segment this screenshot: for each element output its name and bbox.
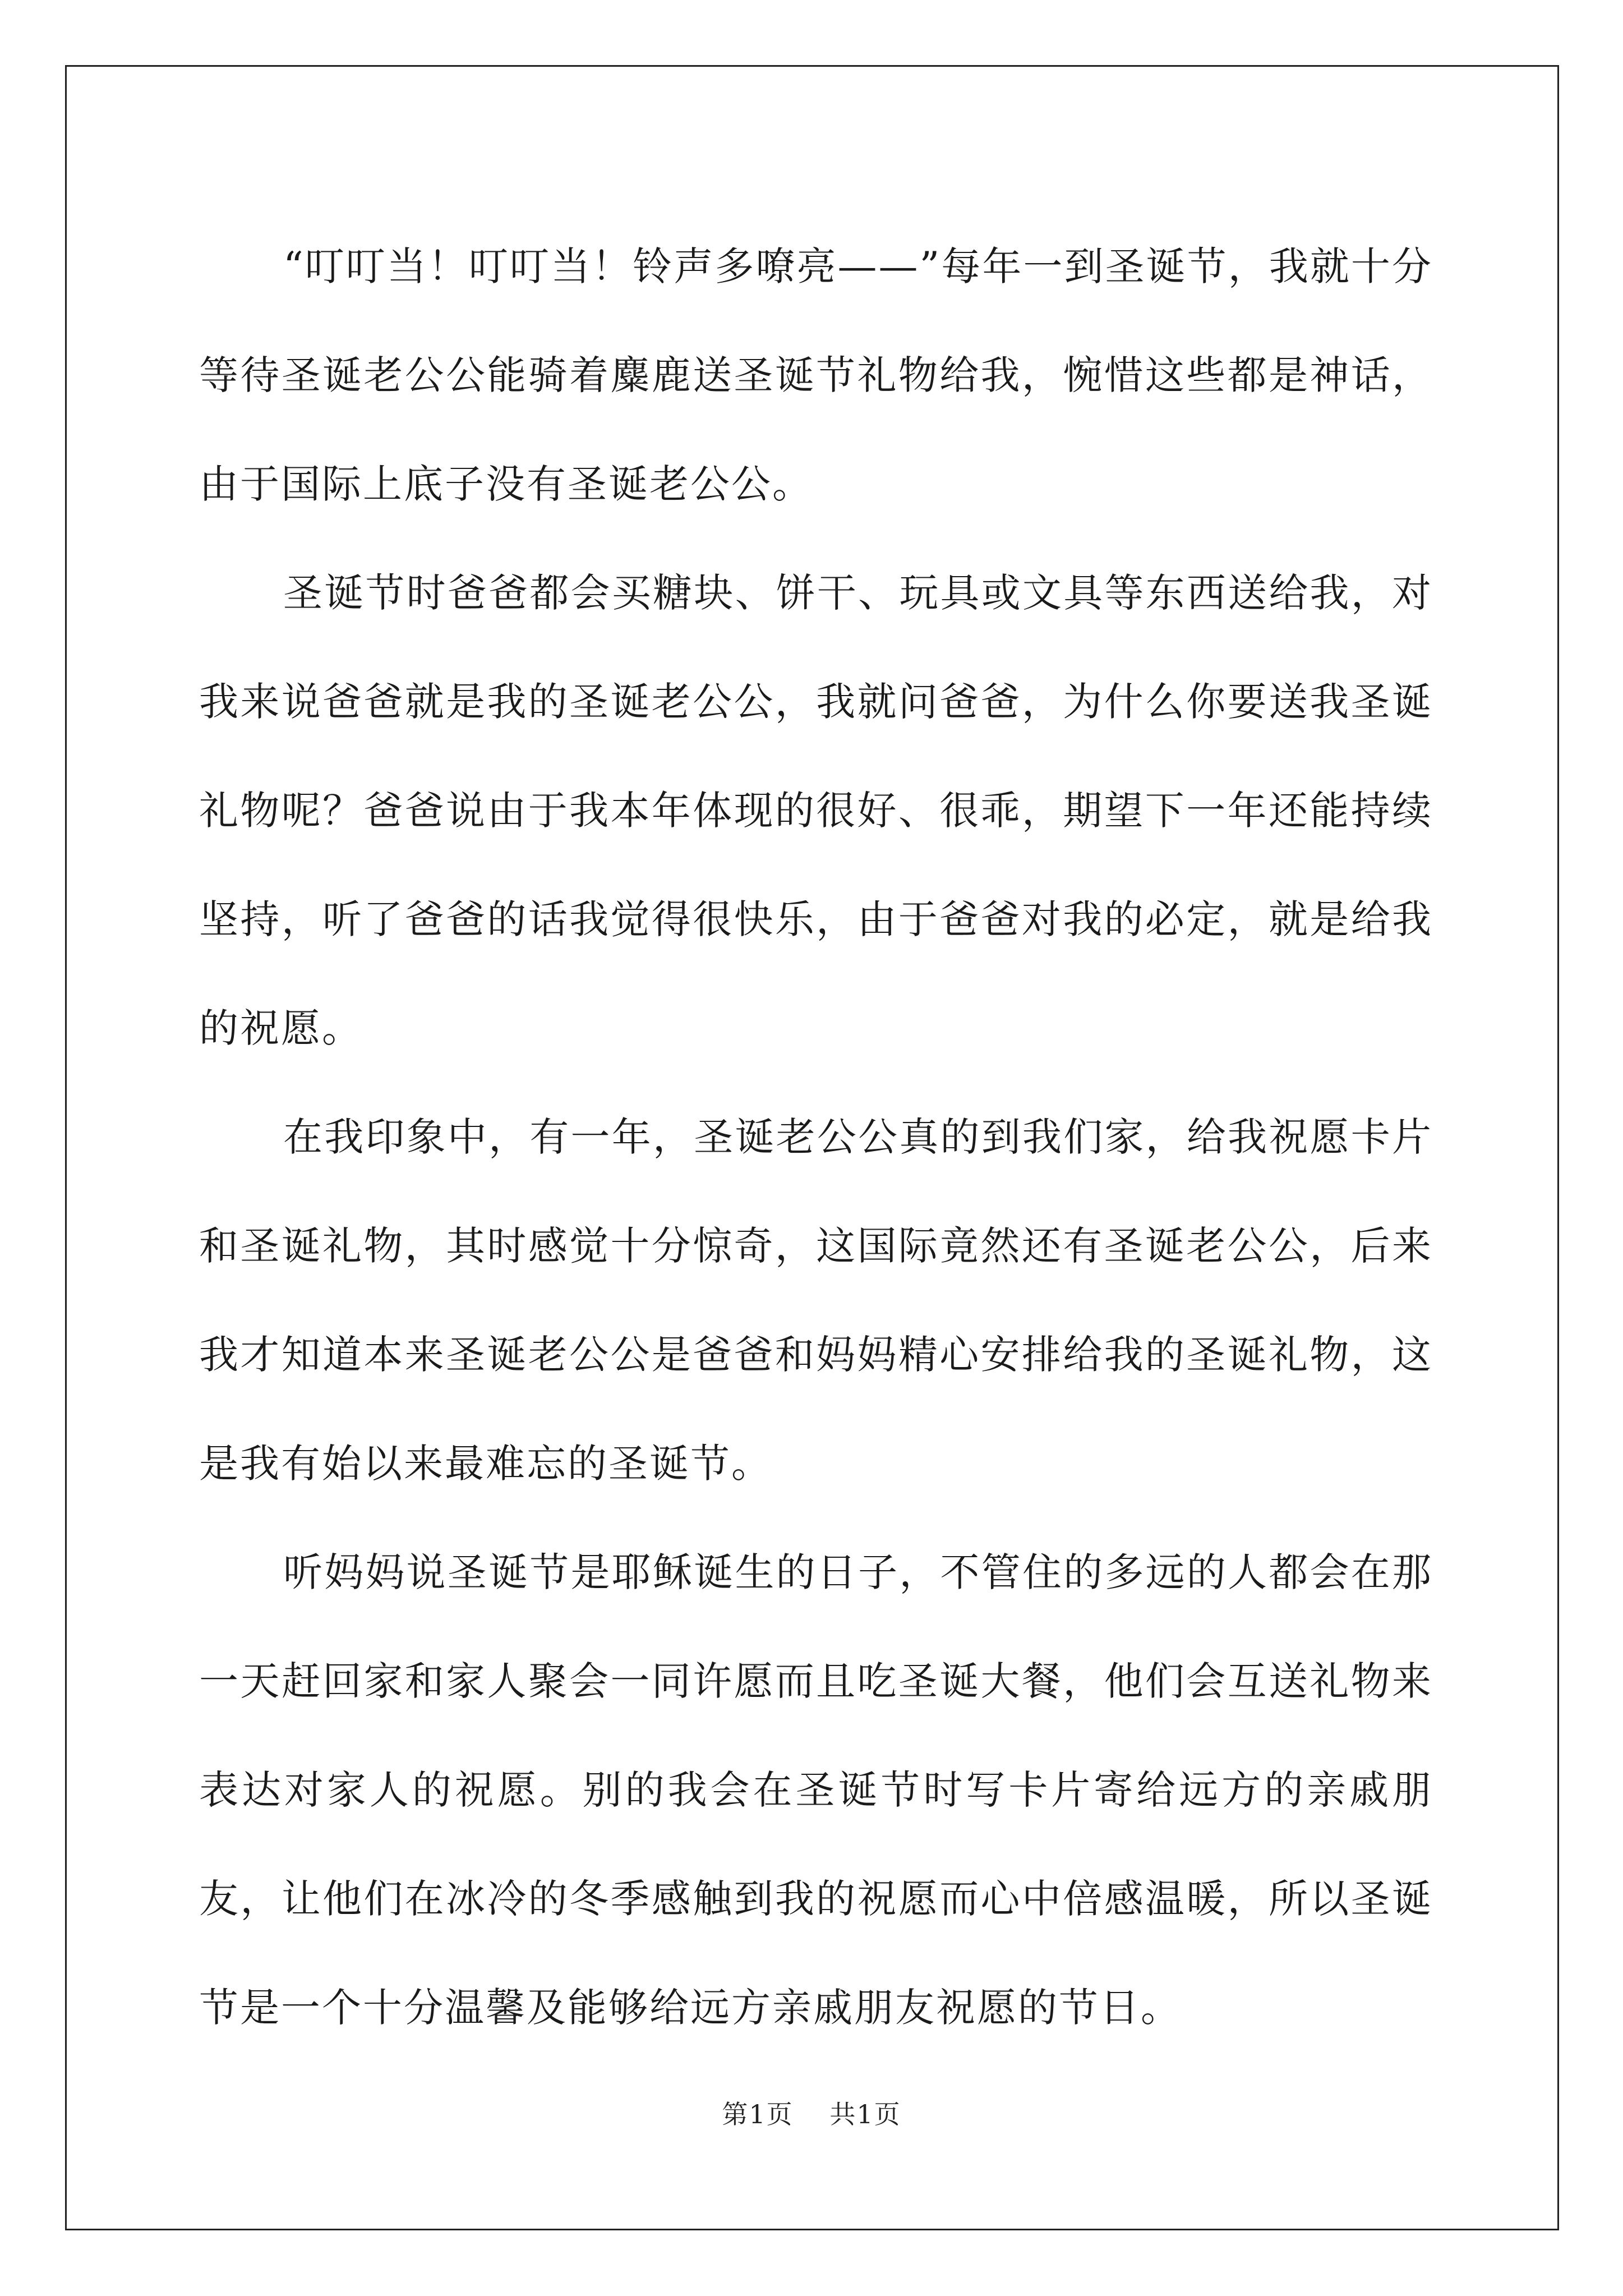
paragraph-3: 在我印象中，有一年，圣诞老公公真的到我们家，给我祝愿卡片和圣诞礼物，其时感觉十分惊奇，这国际竟然还有圣诞老公公，后来我才知道本来圣诞老公公是爸爸和妈妈精心安排给我的圣诞礼物，这是我有始以来最难忘的圣诞节。 [199,1114,1433,1487]
page-number: 第1页 [722,2099,794,2129]
page-total: 共1页 [829,2099,901,2129]
paragraph-2: 圣诞节时爸爸都会买糖块、饼干、玩具或文具等东西送给我，对我来说爸爸就是我的圣诞老公公，我就问爸爸，为什么你要送我圣诞礼物呢？爸爸说由于我本年体现的很好、很乖，期望下一年还能持续坚持，听了爸爸的话我觉得很快乐，由于爸爸对我的必定，就是给我的祝愿。 [199,570,1433,1051]
paragraph-4: 听妈妈说圣诞节是耶稣诞生的日子，不管住的多远的人都会在那一天赶回家和家人聚会一同许愿而且吃圣诞大餐，他们会互送礼物来表达对家人的祝愿。别的我会在圣诞节时写卡片寄给远方的亲戚朋友，让他们在冰冷的冬季感触到我的祝愿而心中倍感温暖，所以圣诞节是一个十分温馨及能够给远方亲戚朋友祝愿的节日。 [199,1549,1433,2031]
paragraph-1: “叮叮当！叮叮当！铃声多嘹亮——”每年一到圣诞节，我就十分等待圣诞老公公能骑着麋鹿送圣诞节礼物给我，惋惜这些都是神话，由于国际上底子没有圣诞老公公。 [199,243,1433,507]
page-footer [0,2094,1623,2131]
document-body [199,212,1433,2062]
